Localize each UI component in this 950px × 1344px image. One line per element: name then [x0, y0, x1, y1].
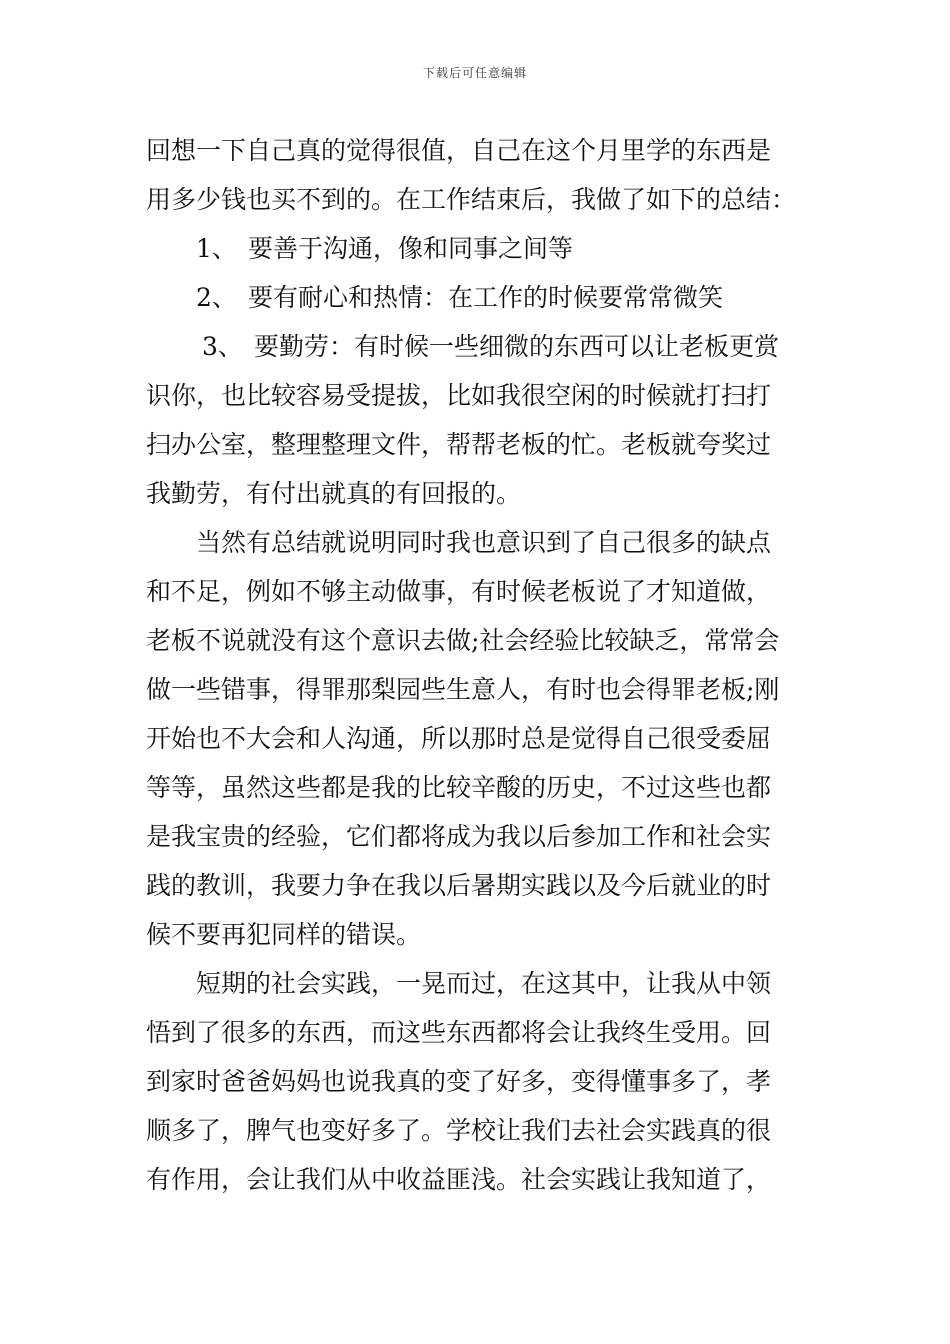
document-body	[146, 126, 806, 1204]
paragraph2-line: 老板不说就没有这个意识去做;社会经验比较缺乏，常常会	[146, 626, 780, 655]
paragraph2-line: 开始也不大会和人沟通，所以那时总是觉得自己很受委屈	[146, 724, 772, 753]
paragraph2-line: 等等，虽然这些都是我的比较辛酸的历史，不过这些也都	[146, 773, 772, 802]
list-item-1	[146, 224, 806, 273]
list-item-3	[146, 322, 806, 371]
list-item-3-continuation: 我勤劳，有付出就真的有回报的。	[146, 479, 522, 508]
paragraph2-line: 践的教训，我要力争在我以后暑期实践以及今后就业的时	[146, 871, 772, 900]
paragraph3-line: 短期的社会实践，一晃而过，在这其中，让我从中领	[196, 969, 772, 998]
paragraph3-line: 有作用，会让我们从中收益匪浅。社会实践让我知道了，	[146, 1165, 772, 1194]
paragraph2-line: 候不要再犯同样的错误。	[146, 920, 422, 949]
paragraph3-line: 到家时爸爸妈妈也说我真的变了好多，变得懂事多了，孝	[146, 1067, 772, 1096]
list-item-2	[146, 273, 806, 322]
paragraph1-line: 回想一下自己真的觉得很值，自己在这个月里学的东西是	[146, 136, 772, 165]
paragraph2-line: 当然有总结就说明同时我也意识到了自己很多的缺点	[196, 528, 772, 557]
page-header: 下载后可任意编辑	[422, 66, 527, 80]
list-number: 2、	[196, 283, 237, 312]
list-item-3-continuation: 识你，也比较容易受提拔，比如我很空闲的时候就打扫打	[146, 381, 772, 410]
list-item-3-continuation: 扫办公室，整理整理文件，帮帮老板的忙。老板就夸奖过	[146, 430, 772, 459]
paragraph3-line: 悟到了很多的东西，而这些东西都将会让我终生受用。回	[146, 1018, 772, 1047]
paragraph2-line: 和不足，例如不够主动做事，有时候老板说了才知道做，	[146, 577, 772, 606]
paragraph3-line: 顺多了，脾气也变好多了。学校让我们去社会实践真的很	[146, 1116, 772, 1145]
list-item-text: 要勤劳：有时候一些细微的东西可以让老板更赏	[254, 332, 780, 361]
paragraph2-line: 是我宝贵的经验，它们都将成为我以后参加工作和社会实	[146, 822, 772, 851]
list-item-text: 要有耐心和热情：在工作的时候要常常微笑	[248, 283, 724, 312]
list-item-text: 要善于沟通，像和同事之间等	[248, 234, 574, 263]
paragraph1-line: 用多少钱也买不到的。在工作结束后，我做了如下的总结：	[146, 185, 797, 214]
list-number: 1、	[196, 234, 237, 263]
paragraph2-line: 做一些错事，得罪那梨园些生意人，有时也会得罪老板;刚	[146, 675, 780, 704]
list-number: 3、	[202, 332, 243, 361]
